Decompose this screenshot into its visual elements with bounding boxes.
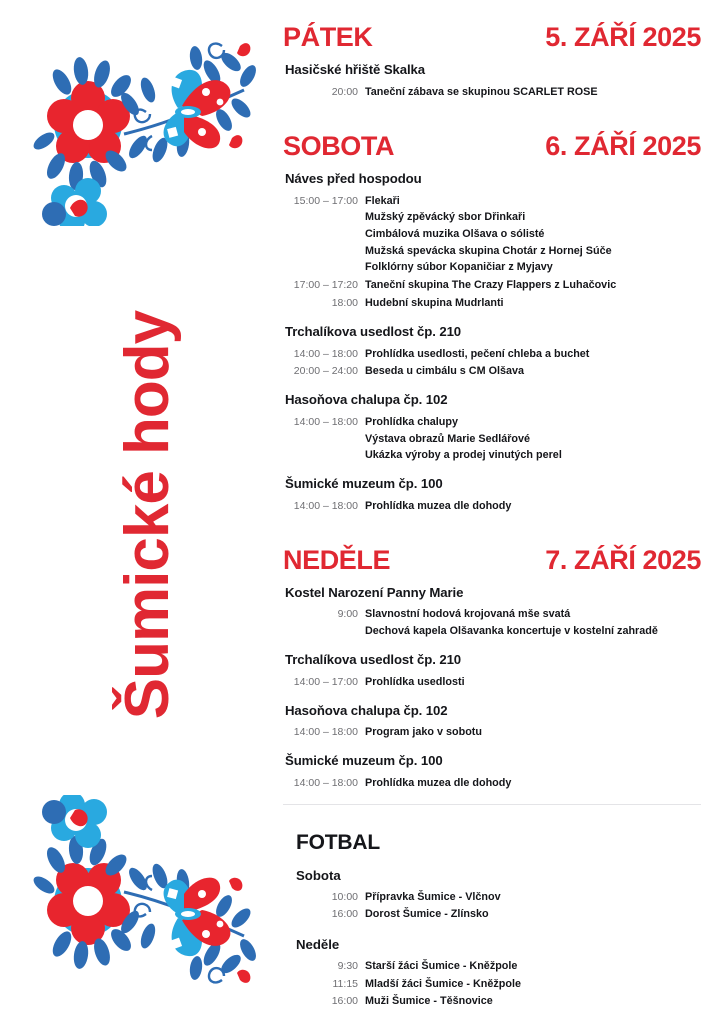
venue-name: Hasoňova chalupa čp. 102 (285, 391, 448, 407)
venue-block (283, 585, 701, 640)
match-name: Starší žáci Šumice - Kněžpole (365, 959, 518, 972)
football-match-row (296, 889, 701, 906)
entry-item: Mužská spevácka skupina Chotár z Hornej Súče (365, 244, 612, 257)
venue-name: Trchalíkova usedlost čp. 210 (285, 323, 462, 339)
entry-time: 20:00 – 24:00 (293, 365, 358, 378)
day-date: 6. ZÁŘÍ 2025 (545, 130, 701, 161)
ornament-top-group (31, 43, 259, 226)
venue-block (283, 171, 701, 312)
venue-name: Hasoňova chalupa čp. 102 (285, 702, 448, 718)
poster-title (103, 305, 193, 725)
entry-items (365, 193, 701, 277)
venue-block (283, 652, 701, 691)
entry-item: Hudební skupina Mudrlanti (365, 296, 504, 309)
entry-items (365, 346, 701, 363)
match-items (365, 958, 701, 975)
entry-items (365, 724, 701, 741)
match-name: Dorost Šumice - Zlínsko (365, 908, 489, 921)
program-schedule (283, 22, 701, 1024)
football-match-row (296, 993, 701, 1010)
football-title: FOTBAL (296, 830, 380, 854)
program-entry (283, 277, 701, 294)
entry-items (365, 277, 701, 294)
entry-item: Prohlídka usedlosti (365, 675, 465, 688)
entry-item: Folklórny súbor Kopaničiar z Myjavy (365, 261, 553, 274)
entry-item: Beseda u cimbálu s CM Olšava (365, 365, 525, 378)
venue-block (283, 324, 701, 380)
poster-title-text: Šumické hody (113, 310, 182, 720)
football-section (283, 831, 701, 1010)
venue-block (283, 703, 701, 742)
entry-item: Slavnostní hodová krojovaná mše svatá (365, 608, 571, 621)
venue-name: Trchalíkova usedlost čp. 210 (285, 651, 462, 667)
football-match-row (296, 958, 701, 975)
football-day-block (296, 868, 701, 923)
entry-items (365, 363, 701, 380)
day-block (283, 131, 701, 515)
match-time: 10:00 (331, 890, 358, 903)
match-time: 11:15 (332, 977, 358, 990)
entry-item: Prohlídka chalupy (365, 415, 458, 428)
entry-item: Flekaři (365, 194, 400, 207)
match-items (365, 993, 701, 1010)
program-entry (283, 775, 701, 792)
venue-name: Šumické muzeum čp. 100 (285, 476, 443, 492)
day-date: 7. ZÁŘÍ 2025 (545, 544, 701, 575)
entry-time: 14:00 – 18:00 (293, 726, 358, 739)
entry-items (365, 498, 701, 515)
section-divider (283, 804, 701, 805)
day-name: NEDĚLE (283, 544, 391, 575)
entry-time: 14:00 – 17:00 (293, 675, 358, 688)
match-items (365, 906, 701, 923)
entry-time: 14:00 – 18:00 (293, 776, 358, 789)
entry-items (365, 84, 701, 101)
venue-block (283, 476, 701, 515)
match-name: Muži Šumice - Těšnovice (365, 995, 493, 1008)
football-match-row (296, 976, 701, 993)
program-entry (283, 674, 701, 691)
program-entry (283, 295, 701, 312)
venue-block (283, 392, 701, 464)
match-name: Mladší žáci Šumice - Kněžpole (365, 977, 521, 990)
entry-item: Prohlídka muzea dle dohody (365, 776, 512, 789)
entry-time: 18:00 (331, 296, 358, 309)
entry-item: Výstava obrazů Marie Sedlářové (365, 432, 531, 445)
entry-time: 14:00 – 18:00 (293, 415, 358, 428)
football-match-row (296, 906, 701, 923)
program-entry (283, 606, 701, 639)
venue-block (283, 753, 701, 792)
entry-time: 20:00 (331, 85, 358, 98)
football-days-container (296, 868, 701, 1010)
day-name: SOBOTA (283, 130, 395, 161)
entry-time: 14:00 – 18:00 (293, 347, 358, 360)
football-day-name: Neděle (296, 937, 340, 953)
entry-item: Program jako v sobotu (365, 726, 482, 739)
entry-items (365, 775, 701, 792)
entry-time: 14:00 – 18:00 (293, 499, 358, 512)
entry-items (365, 674, 701, 691)
program-entry (283, 414, 701, 464)
section-gap (283, 527, 701, 545)
entry-item: Prohlídka usedlosti, pečení chleba a buchet (365, 347, 590, 360)
venue-name: Šumické muzeum čp. 100 (285, 753, 443, 769)
entry-item: Prohlídka muzea dle dohody (365, 499, 512, 512)
football-day-name: Sobota (296, 867, 341, 883)
entry-item: Cimbálová muzika Olšava o sólisté (365, 227, 545, 240)
program-entry (283, 84, 701, 101)
butterfly-icon (164, 70, 231, 149)
match-time: 16:00 (331, 908, 358, 921)
folk-ornament-top (26, 16, 266, 226)
ornament-bottom-group (31, 795, 259, 983)
program-entry (283, 363, 701, 380)
day-date: 5. ZÁŘÍ 2025 (545, 22, 701, 52)
entry-time: 15:00 – 17:00 (293, 194, 358, 207)
day-block (283, 22, 701, 101)
day-block (283, 545, 701, 792)
match-items (365, 976, 701, 993)
folk-ornament-bottom (26, 795, 266, 1010)
days-container (283, 22, 701, 792)
program-entry (283, 193, 701, 277)
entry-item: Dechová kapela Olšavanka koncertuje v kostelní zahradě (365, 625, 658, 638)
program-entry (283, 498, 701, 515)
entry-item: Taneční skupina The Crazy Flappers z Luhačovic (365, 279, 617, 292)
butterfly-icon (164, 878, 231, 957)
day-header (283, 545, 701, 576)
entry-item: Mužský zpěvácký sbor Dřinkaři (365, 211, 526, 224)
entry-time: 17:00 – 17:20 (293, 279, 358, 292)
match-time: 9:30 (337, 959, 358, 972)
entry-time: 9:00 (337, 608, 358, 621)
match-name: Přípravka Šumice - Vlčnov (365, 890, 501, 903)
match-time: 16:00 (331, 995, 358, 1008)
day-header (283, 22, 701, 53)
program-entry (283, 346, 701, 363)
day-name: PÁTEK (283, 22, 373, 52)
program-entry (283, 724, 701, 741)
entry-items (365, 414, 701, 464)
entry-item: Taneční zábava se skupinou SCARLET ROSE (365, 85, 598, 98)
day-header (283, 131, 701, 162)
venue-name: Kostel Narození Panny Marie (285, 584, 464, 600)
football-day-block (296, 937, 701, 1010)
match-items (365, 889, 701, 906)
entry-items (365, 295, 701, 312)
entry-item: Ukázka výroby a prodej vinutých perel (365, 449, 562, 462)
venue-name: Náves před hospodou (285, 170, 422, 186)
section-gap (283, 113, 701, 131)
venue-name: Hasičské hřiště Skalka (285, 62, 426, 78)
entry-items (365, 606, 701, 639)
venue-block (283, 62, 701, 101)
